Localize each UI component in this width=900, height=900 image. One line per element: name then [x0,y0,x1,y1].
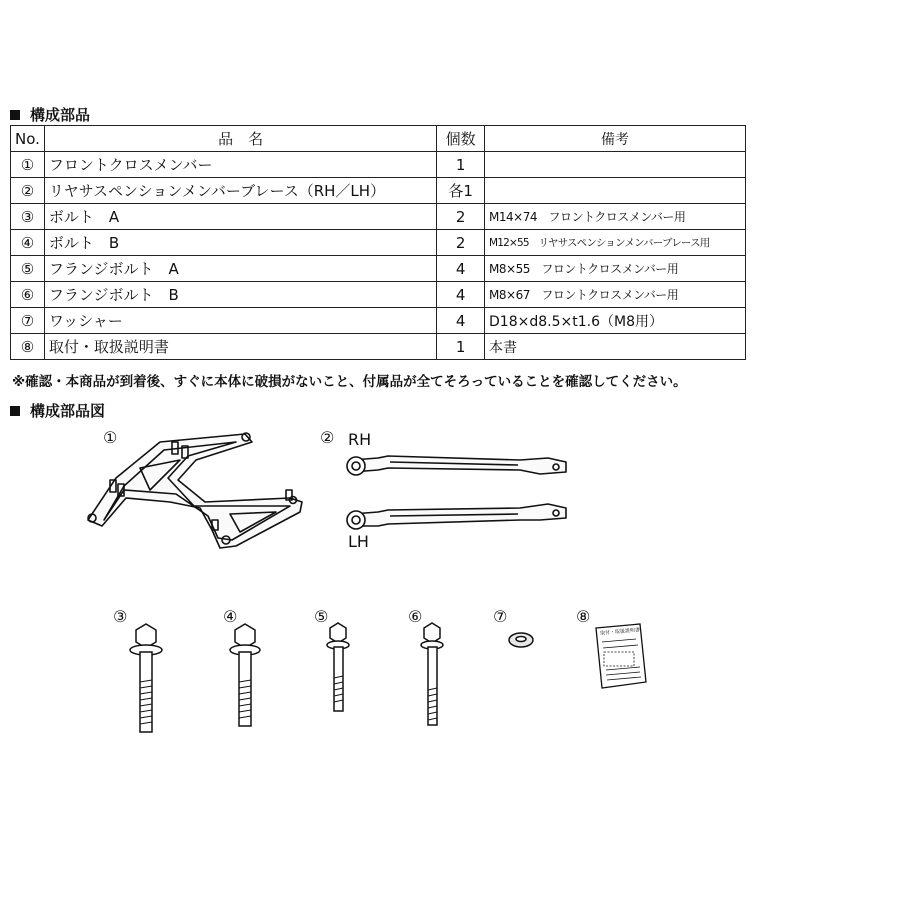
label-part-1: ① [103,428,118,447]
cell-name: ワッシャー [44,308,436,334]
header-qty: 個数 [437,126,485,152]
parts-table [10,125,746,360]
cell-name: フランジボルト A [44,256,436,282]
flange-bolt-b-drawing [421,623,443,725]
cell-note: D18×d8.5×t1.6（M8用） [485,308,746,334]
cell-qty: 2 [437,204,485,230]
cell-no: ② [11,178,45,204]
table-row [11,256,746,282]
bolt-a-drawing [130,624,162,732]
cell-note: M8×55 フロントクロスメンバー用 [485,256,746,282]
label-part-4: ④ [223,607,238,626]
cell-qty: 4 [437,256,485,282]
brace-rh-drawing [347,456,566,475]
cell-no: ③ [11,204,45,230]
front-cross-member-drawing [88,433,302,548]
cell-qty: 4 [437,282,485,308]
washer-drawing [509,633,533,647]
cell-qty: 2 [437,230,485,256]
cell-note: M14×74 フロントクロスメンバー用 [485,204,746,230]
cell-no: ⑧ [11,334,45,360]
cell-name: リヤサスペンションメンバーブレース（RH／LH） [44,178,436,204]
cell-note [485,152,746,178]
table-row [11,152,746,178]
table-row [11,230,746,256]
cell-qty: 1 [437,334,485,360]
table-row [11,334,746,360]
square-bullet-icon [10,110,20,120]
section-heading-parts [10,104,90,125]
table-row [11,178,746,204]
table-row [11,308,746,334]
brace-lh-drawing [347,504,566,529]
flange-bolt-a-drawing [327,623,349,711]
cell-no: ① [11,152,45,178]
cell-name: ボルト A [44,204,436,230]
table-row [11,282,746,308]
label-lh: LH [348,532,369,551]
cell-qty: 1 [437,152,485,178]
table-row [11,204,746,230]
cell-name: 取付・取扱説明書 [44,334,436,360]
cell-note: 本書 [485,334,746,360]
manual-booklet-title: 取付・取扱説明書 [599,627,641,637]
cell-no: ⑦ [11,308,45,334]
parts-illustration [0,420,900,760]
table-header-row [11,126,746,152]
cell-no: ⑤ [11,256,45,282]
section-title: 構成部品図 [30,402,106,420]
label-part-8: ⑧ [576,607,591,626]
bolt-b-drawing [230,624,260,726]
header-note: 備考 [485,126,746,152]
label-part-2: ② [320,428,335,447]
label-part-5: ⑤ [314,607,329,626]
label-part-6: ⑥ [408,607,423,626]
section-title: 構成部品 [30,106,91,124]
header-no: No. [11,126,45,152]
cell-no: ④ [11,230,45,256]
confirmation-notice: ※確認・本商品が到着後、すぐに本体に破損がないこと、付属品が全てそろっていることを確認してください。 [12,374,687,390]
square-bullet-icon [10,406,20,416]
cell-note: M8×67 フロントクロスメンバー用 [485,282,746,308]
cell-name: ボルト B [44,230,436,256]
cell-qty: 各1 [437,178,485,204]
cell-note: M12×55 リヤサスペンションメンバーブレース用 [485,230,746,256]
cell-name: フランジボルト B [44,282,436,308]
cell-no: ⑥ [11,282,45,308]
cell-qty: 4 [437,308,485,334]
cell-name: フロントクロスメンバー [44,152,436,178]
label-part-3: ③ [113,607,128,626]
parts-diagram [0,420,900,760]
cell-note [485,178,746,204]
section-heading-diagram [10,400,105,421]
label-rh: RH [348,430,372,449]
header-name: 品 名 [44,126,436,152]
label-part-7: ⑦ [493,607,508,626]
